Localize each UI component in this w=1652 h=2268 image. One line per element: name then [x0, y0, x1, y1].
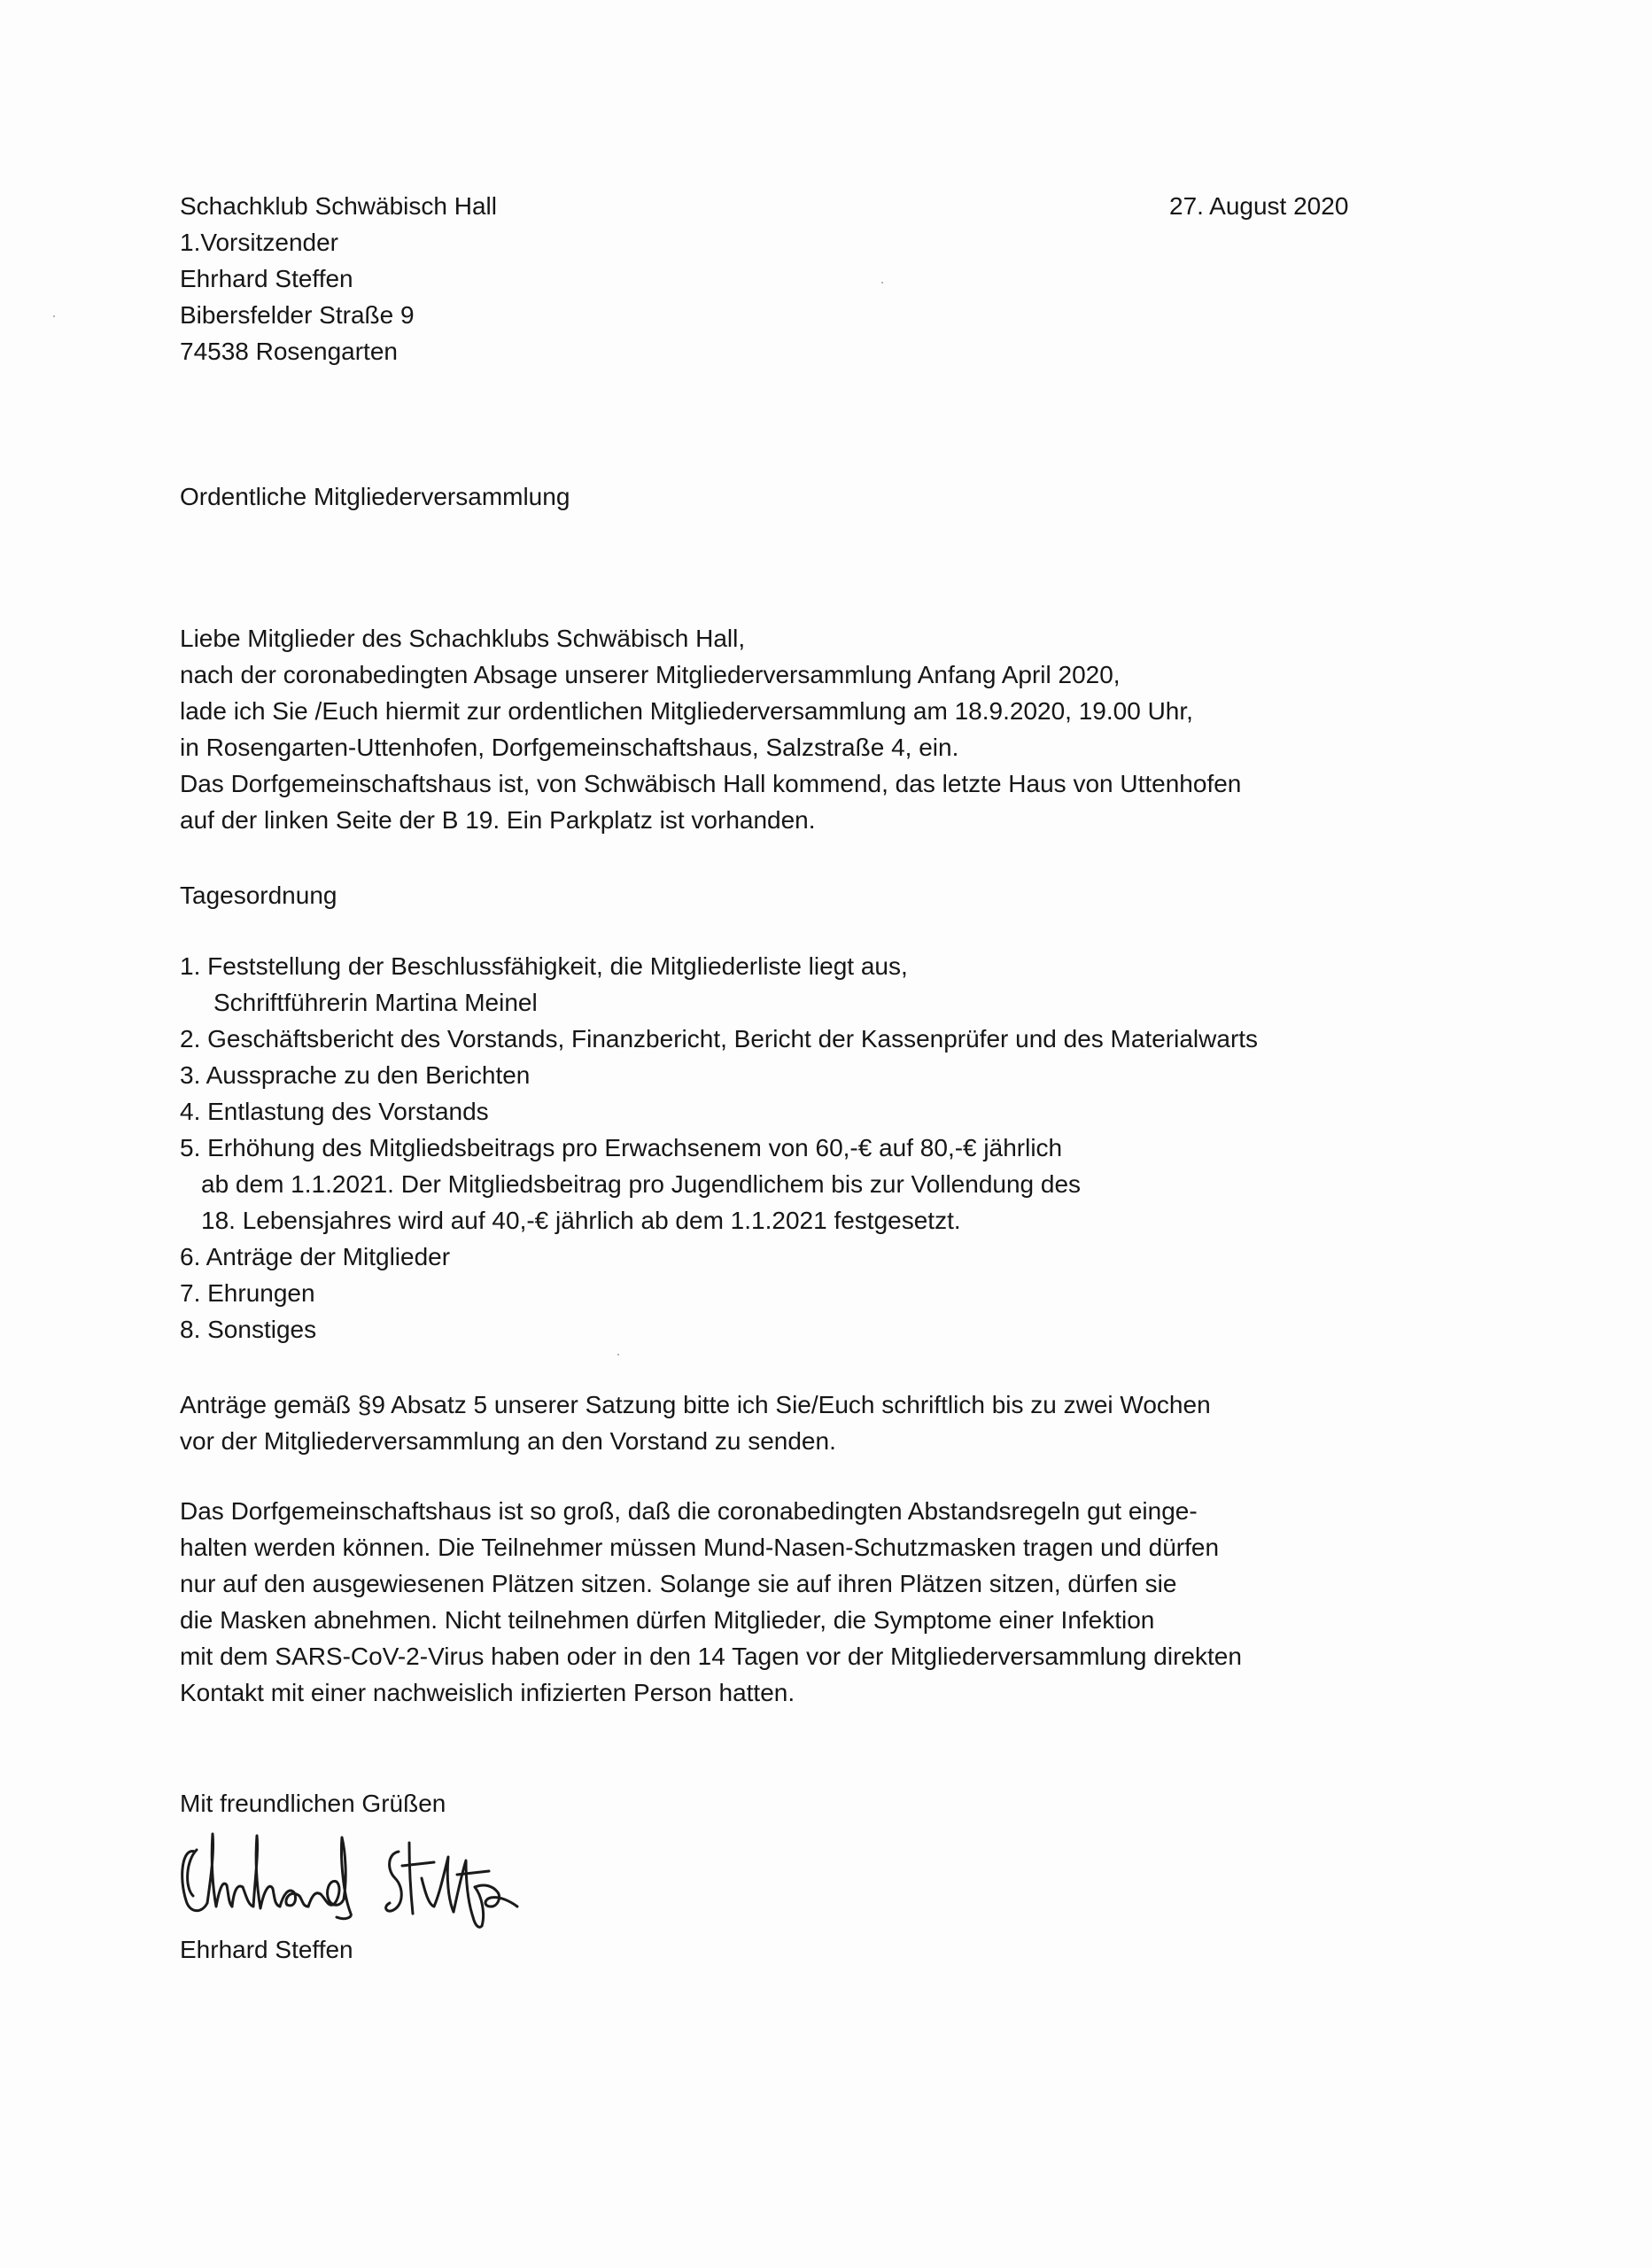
agenda-item: 6. Anträge der Mitglieder	[180, 1243, 451, 1270]
sender-club: Schachklub Schwäbisch Hall	[180, 192, 497, 220]
scan-speck	[881, 282, 883, 284]
text-line: Anträge gemäß §9 Absatz 5 unserer Satzung bitte ich Sie/Euch schriftlich bis zu zwei Wochen	[180, 1391, 1211, 1418]
agenda-item-continuation: ab dem 1.1.2021. Der Mitgliedsbeitrag pro Jugendlichem bis zur Vollendung des	[201, 1170, 1082, 1198]
text-line: lade ich Sie /Euch hiermit zur ordentlichen Mitgliederversammlung am 18.9.2020, 19.00 Uhr,	[180, 697, 1193, 725]
text-line: nur auf den ausgewiesenen Plätzen sitzen. Solange sie auf ihren Plätzen sitzen, dürfen sie	[180, 1570, 1177, 1597]
text-line: in Rosengarten-Uttenhofen, Dorfgemeinschaftshaus, Salzstraße 4, ein.	[180, 734, 959, 761]
agenda-item: 3. Aussprache zu den Berichten	[180, 1061, 531, 1089]
agenda-item: 7. Ehrungen	[180, 1279, 315, 1307]
scan-speck	[617, 1354, 619, 1355]
text-line: auf der linken Seite der B 19. Ein Parkplatz ist vorhanden.	[180, 806, 816, 834]
text-line: die Masken abnehmen. Nicht teilnehmen dürfen Mitglieder, die Symptome einer Infektion	[180, 1606, 1155, 1634]
sender-address	[180, 188, 977, 369]
agenda-item: 4. Entlastung des Vorstands	[180, 1098, 489, 1125]
agenda-item: 8. Sonstiges	[180, 1316, 317, 1343]
text-line: Kontakt mit einer nachweislich infizierten Person hatten.	[180, 1679, 795, 1706]
text-line: Das Dorfgemeinschaftshaus ist, von Schwäbisch Hall kommend, das letzte Haus von Uttenhofen	[180, 770, 1242, 797]
text-line: Das Dorfgemeinschaftshaus ist so groß, daß die coronabedingten Abstandsregeln gut einge-	[180, 1497, 1198, 1525]
scan-speck	[53, 315, 55, 317]
agenda-item: 5. Erhöhung des Mitgliedsbeitrags pro Erwachsenem von 60,-€ auf 80,-€ jährlich	[180, 1134, 1063, 1161]
agenda-list	[180, 948, 1473, 1348]
agenda-item: 2. Geschäftsbericht des Vorstands, Finanzbericht, Bericht der Kassenprüfer und des Materialwarts	[180, 1025, 1259, 1052]
text-line: nach der coronabedingten Absage unserer Mitgliederversammlung Anfang April 2020,	[180, 661, 1121, 688]
sender-role: 1.Vorsitzender	[180, 229, 338, 256]
sender-name: Ehrhard Steffen	[180, 265, 353, 292]
agenda-item-continuation: Schriftführerin Martina Meinel	[213, 989, 538, 1016]
text-line: vor der Mitgliederversammlung an den Vorstand zu senden.	[180, 1427, 836, 1455]
hygiene-paragraph	[180, 1493, 1473, 1711]
invitation-paragraph	[180, 620, 1473, 838]
agenda-item: 1. Feststellung der Beschlussfähigkeit, die Mitgliederliste liegt aus,	[180, 952, 908, 980]
motions-paragraph	[180, 1386, 1473, 1459]
letter-date: 27. August 2020	[1169, 192, 1349, 220]
sender-street: Bibersfelder Straße 9	[180, 301, 415, 329]
text-line: mit dem SARS-CoV-2-Virus haben oder in den 14 Tagen vor der Mitgliederversammlung direkten	[180, 1643, 1242, 1670]
agenda-item-continuation: 18. Lebensjahres wird auf 40,-€ jährlich ab dem 1.1.2021 festgesetzt.	[201, 1207, 961, 1234]
closing-salutation: Mit freundlichen Grüßen	[180, 1790, 446, 1817]
letter-subject: Ordentliche Mitgliederversammlung	[180, 483, 570, 510]
text-line: Liebe Mitglieder des Schachklubs Schwäbisch Hall,	[180, 625, 746, 652]
handwritten-signature	[177, 1825, 549, 1931]
signer-name: Ehrhard Steffen	[180, 1936, 353, 1963]
text-line: halten werden können. Die Teilnehmer müssen Mund-Nasen-Schutzmasken tragen und dürfen	[180, 1534, 1220, 1561]
agenda-title: Tagesordnung	[180, 882, 337, 909]
sender-city: 74538 Rosengarten	[180, 338, 398, 365]
